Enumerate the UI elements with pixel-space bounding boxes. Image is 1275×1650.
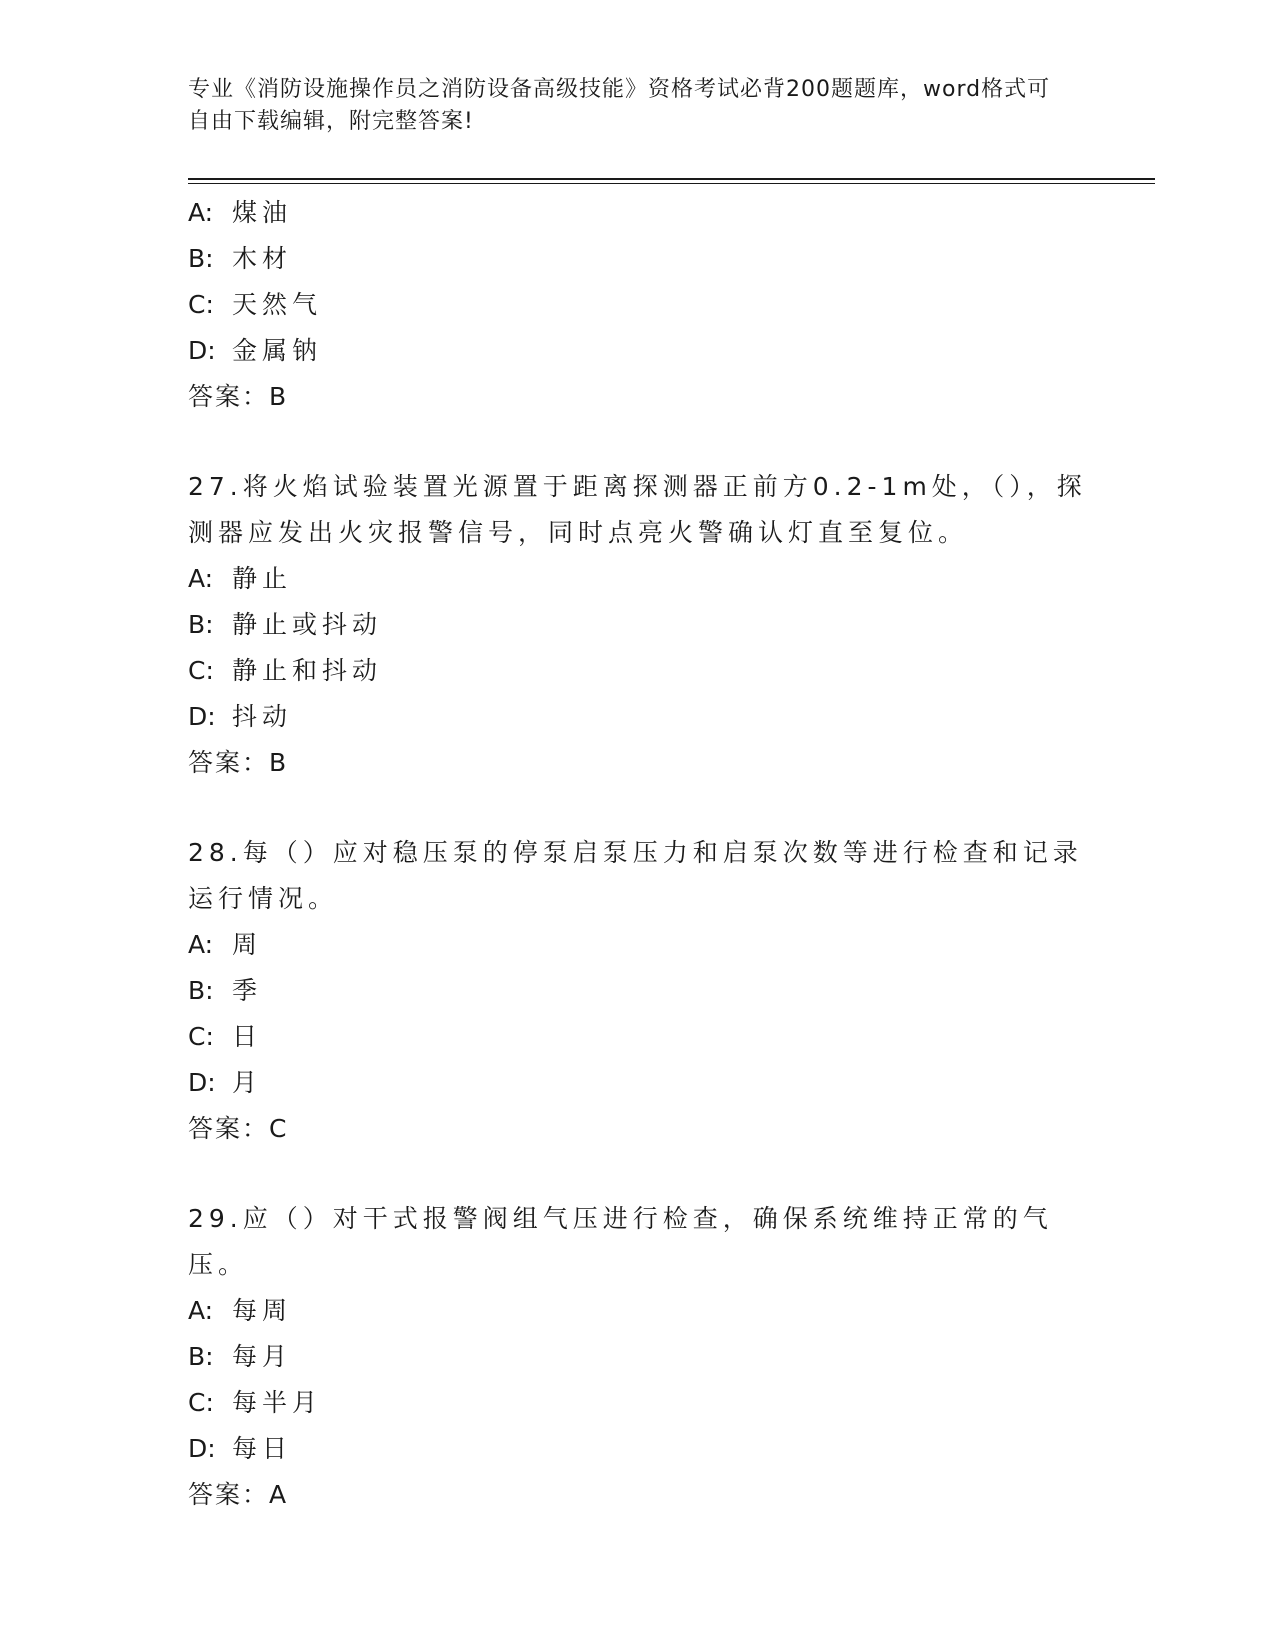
option-text: 月: [232, 1068, 263, 1097]
answer-line: [188, 740, 1088, 786]
option-d: [188, 1060, 1088, 1106]
answer-value: B: [269, 382, 287, 411]
option-b: [188, 968, 1088, 1014]
option-text: 天然气: [232, 290, 323, 319]
option-a: [188, 1288, 1088, 1334]
question-list: [188, 190, 1088, 1518]
option-c: [188, 1014, 1088, 1060]
option-c: [188, 1380, 1088, 1426]
header-rule-thin: [188, 183, 1155, 184]
answer-label: 答案：: [188, 382, 270, 411]
option-a: [188, 556, 1088, 602]
option-b: [188, 236, 1088, 282]
question-stem: 29.应（）对干式报警阀组气压进行检查，确保系统维持正常的气压。: [188, 1204, 1053, 1279]
option-d: [188, 328, 1088, 374]
option-letter: C:: [188, 1022, 214, 1051]
option-a: [188, 922, 1088, 968]
option-text: 季: [232, 976, 263, 1005]
option-text: 煤油: [232, 198, 293, 227]
question-29: [188, 1196, 1088, 1518]
option-b: [188, 602, 1088, 648]
page-header: 专业《消防设施操作员之消防设备高级技能》资格考试必背200题题库，word格式可自由下载编辑，附完整答案!: [188, 77, 1051, 134]
answer-label: 答案：: [188, 748, 270, 777]
option-letter: C:: [188, 1388, 214, 1417]
option-d: [188, 1426, 1088, 1472]
option-a: [188, 190, 1088, 236]
answer-value: C: [269, 1114, 287, 1143]
header-rule-thick: [188, 178, 1155, 180]
answer-line: [188, 1472, 1088, 1518]
question-26-continued: [188, 190, 1088, 420]
answer-line: [188, 374, 1088, 420]
question-28: [188, 830, 1088, 1152]
option-letter: C:: [188, 656, 214, 685]
answer-value: B: [269, 748, 287, 777]
option-text: 木材: [232, 244, 293, 273]
option-text: 每日: [232, 1434, 293, 1463]
option-letter: B:: [188, 610, 214, 639]
option-text: 周: [232, 930, 263, 959]
option-text: 静止或抖动: [232, 610, 383, 639]
option-text: 静止: [232, 564, 293, 593]
option-c: [188, 648, 1088, 694]
question-27: [188, 464, 1088, 786]
option-text: 每周: [232, 1296, 293, 1325]
option-letter: D:: [188, 702, 216, 731]
option-text: 日: [232, 1022, 263, 1051]
option-text: 抖动: [232, 702, 293, 731]
option-letter: B:: [188, 244, 214, 273]
option-text: 静止和抖动: [232, 656, 383, 685]
option-text: 每半月: [232, 1388, 323, 1417]
option-letter: A:: [188, 1296, 214, 1325]
question-stem: 28.每（）应对稳压泵的停泵启泵压力和启泵次数等进行检查和记录运行情况。: [188, 838, 1083, 913]
option-letter: D:: [188, 1068, 216, 1097]
option-letter: A:: [188, 930, 214, 959]
option-letter: C:: [188, 290, 214, 319]
option-d: [188, 694, 1088, 740]
answer-line: [188, 1106, 1088, 1152]
answer-label: 答案：: [188, 1114, 270, 1143]
option-c: [188, 282, 1088, 328]
option-b: [188, 1334, 1088, 1380]
option-letter: A:: [188, 198, 214, 227]
option-letter: D:: [188, 1434, 216, 1463]
question-stem: 27.将火焰试验装置光源置于距离探测器正前方0.2-1m处，（），探测器应发出火灾报警信号，同时点亮火警确认灯直至复位。: [188, 472, 1087, 547]
answer-label: 答案：: [188, 1480, 270, 1509]
answer-value: A: [269, 1480, 287, 1509]
option-letter: B:: [188, 1342, 214, 1371]
option-letter: D:: [188, 336, 216, 365]
option-letter: A:: [188, 564, 214, 593]
option-text: 每月: [232, 1342, 293, 1371]
option-letter: B:: [188, 976, 214, 1005]
option-text: 金属钠: [232, 336, 323, 365]
